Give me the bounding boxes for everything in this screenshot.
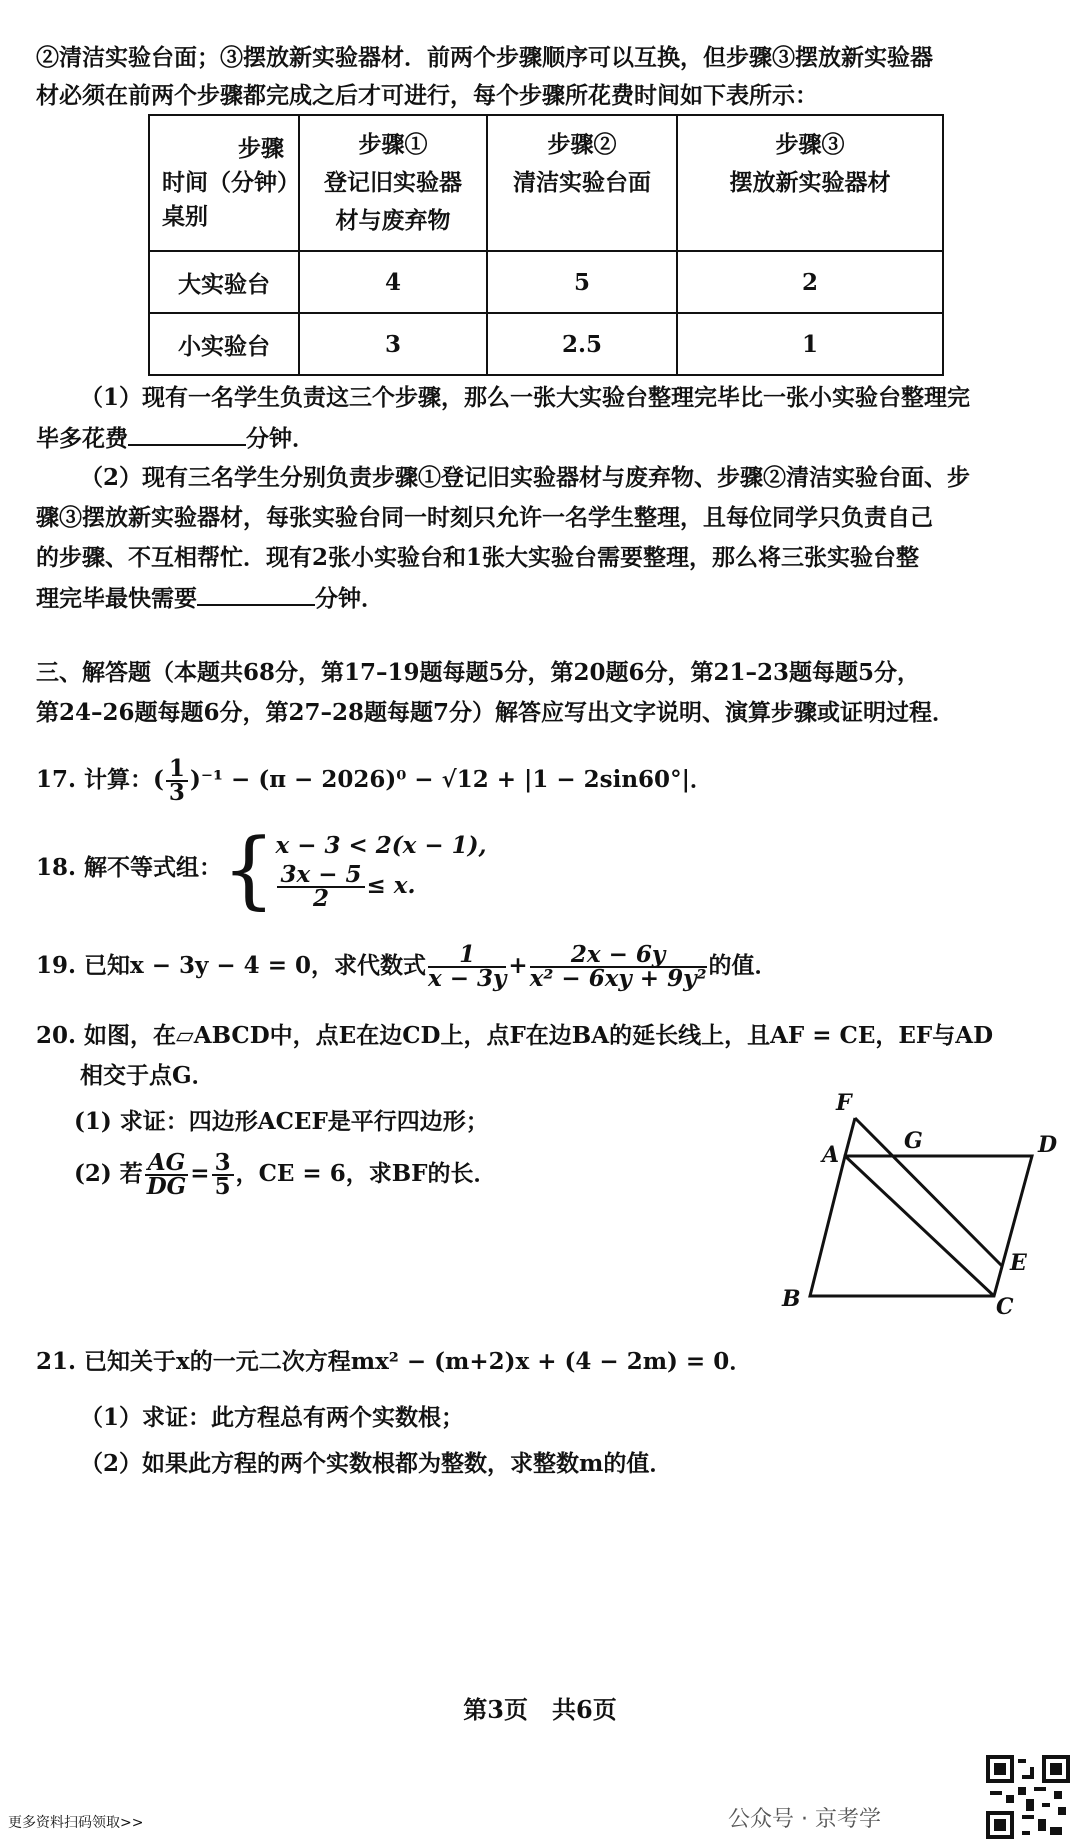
table-header-step3 (677, 115, 943, 251)
table-header-row (149, 115, 943, 251)
q17-expression: )⁻¹ − (π − 2026)⁰ − √12 + |1 − 2sin60°|． (189, 766, 713, 793)
step1-desc-a: 登记旧实验器 (324, 169, 462, 196)
steps-time-table (148, 114, 944, 376)
intro-line-1: ②清洁实验台面；③摆放新实验器材．前两个步骤顺序可以互换，但步骤③摆放新实验器 (36, 44, 933, 71)
answer-blank-1[interactable] (128, 420, 246, 446)
q21-part2: （2）如果此方程的两个实数根都为整数，求整数m的值． (80, 1450, 673, 1477)
point-label: E (1010, 1250, 1027, 1276)
q16-part1-line1: （1）现有一名学生负责这三个步骤，那么一张大实验台整理完毕比一张小实验台整理完 (80, 384, 971, 411)
q20-line1 (36, 1018, 993, 1054)
q20-text-1: 如图，在▱ABCD中，点E在边CD上，点F在边BA的延长线上，且AF = CE，EF与AD (84, 1022, 994, 1049)
q17-number: 17. (36, 766, 77, 793)
q16-part2-line1: （2）现有三名学生分别负责步骤①登记旧实验器材与废弃物、步骤②清洁实验台面、步 (80, 464, 971, 491)
table-cell: 1 (677, 313, 943, 375)
q20-part1: (1) 求证：四边形ACEF是平行四边形； (74, 1108, 489, 1135)
q18-number: 18. (36, 854, 77, 881)
q21-text: 已知关于x的一元二次方程mx² − (m+2)x + (4 − 2m) = 0． (84, 1348, 753, 1375)
segment-fa (845, 1118, 855, 1156)
row-label-large: 大实验台 (149, 251, 299, 313)
corner-table-label: 桌别 (162, 203, 208, 230)
q20-part2: (2) 若 $\frac{AG}{DG}$ = $\frac{3}{5}$ ，CE = 6，求BF的长． (74, 1149, 497, 1200)
point-label: B (782, 1286, 801, 1312)
section3-line1: 三、解答题（本题共68分，第17–19题每题5分，第20题6分，第21–23题每题5分， (36, 659, 921, 686)
brace-icon: { (222, 820, 276, 918)
q19-prefix: 已知x − 3y − 4 = 0，求代数式 (84, 952, 426, 979)
step3-desc: 摆放新实验器材 (729, 169, 891, 196)
qr-code-icon[interactable] (986, 1755, 1070, 1839)
row-label-small: 小实验台 (149, 313, 299, 375)
corner-steps-label: 步骤 (238, 135, 284, 162)
point-label: C (996, 1294, 1014, 1320)
section3-line2: 第24–26题每题6分，第27–28题每题7分）解答应写出文字说明、演算步骤或证明过程． (36, 699, 956, 726)
q19-suffix: 的值． (708, 952, 778, 979)
q16-part2-line3: 的步骤、不互相帮忙．现有2张小实验台和1张大实验台需要整理，那么将三张实验台整 (36, 544, 920, 571)
step1-desc-b: 材与废弃物 (335, 207, 451, 234)
intro-line-2: 材必须在前两个步骤都完成之后才可进行，每个步骤所花费时间如下表所示： (36, 82, 818, 109)
q16-part1-prefix: 毕多花费 (36, 425, 128, 452)
answer-blank-2[interactable] (197, 580, 315, 606)
q17-fraction: $\frac{1}{3}$ (166, 758, 188, 804)
point-label: F (836, 1090, 852, 1116)
q20-ratio-ag-dg: $\frac{AG}{DG}$ (146, 1149, 187, 1200)
q21-part1: （1）求证：此方程总有两个实数根； (80, 1404, 465, 1431)
q19-fraction-2: $\frac{2x - 6y}{\text{x² − 6xy + 9y²}}$ (529, 941, 707, 992)
table-cell: 2.5 (487, 313, 677, 375)
table-cell: 3 (299, 313, 487, 375)
q16-part2-line4 (36, 580, 384, 617)
q17-label: 计算： (84, 766, 154, 793)
segment-ac (845, 1156, 994, 1296)
table-cell: 5 (487, 251, 677, 313)
table-cell: 4 (299, 251, 487, 313)
page-number: 第3页 共6页 (463, 1695, 617, 1724)
point-label: A (822, 1142, 840, 1168)
table-header-step2 (487, 115, 677, 251)
q19-number: 19. (36, 952, 77, 979)
q20-line2: 相交于点G． (80, 1062, 215, 1089)
parallelogram-figure (770, 1090, 1070, 1320)
q21-number: 21. (36, 1348, 77, 1375)
scan-more-link[interactable]: 更多资料扫码领取>> (8, 1815, 144, 1831)
point-label: G (904, 1128, 923, 1154)
q18-label: 解不等式组： (84, 854, 223, 881)
table-cell: 2 (677, 251, 943, 313)
q16-part2-prefix: 理完毕最快需要 (36, 585, 197, 612)
q17: 17. 计算：( $\frac{1}{3}$ )⁻¹ − (π − 2026)⁰ − √12 + |1 − 2sin60°|． (36, 755, 713, 806)
q20-number: 20. (36, 1022, 77, 1049)
table-header-step1 (299, 115, 487, 251)
q18-system: x − 3 < 2(x − 1), $\frac{3x - 5}{2}$ ≤ x. (275, 832, 487, 912)
step3-title: 步骤③ (775, 131, 845, 158)
segment-fe (855, 1118, 1002, 1266)
q20-ratio-value: $\frac{3}{5}$ (212, 1152, 234, 1198)
corner-time-label: 时间（分钟） (162, 169, 300, 196)
q16-part2-line2: 骤③摆放新实验器材，每张实验台同一时刻只允许一名学生整理，且每位同学只负责自己 (36, 504, 933, 531)
table-corner-cell (149, 115, 299, 251)
step1-title: 步骤① (358, 131, 428, 158)
point-label: D (1038, 1132, 1058, 1158)
table-row (149, 251, 943, 313)
wechat-account-label: 公众号 · 京考学 (728, 1807, 881, 1832)
step2-desc: 清洁实验台面 (513, 169, 651, 196)
q19-fraction-1: $\frac{1}{x - 3y}$ (427, 941, 507, 992)
q16-part2-suffix: 分钟． (315, 585, 384, 612)
q16-part1-suffix: 分钟． (246, 425, 315, 452)
q19: 19. 已知x − 3y − 4 = 0，求代数式 $\frac{1}{x - 3y}$ + $\frac{2x - 6y}{\text{x² − 6xy + 9y²}}$ 的值． (36, 941, 778, 992)
table-row (149, 313, 943, 375)
q16-part1-line2 (36, 420, 315, 457)
step2-title: 步骤② (547, 131, 617, 158)
q21-line1 (36, 1344, 752, 1380)
q18 (36, 818, 487, 918)
